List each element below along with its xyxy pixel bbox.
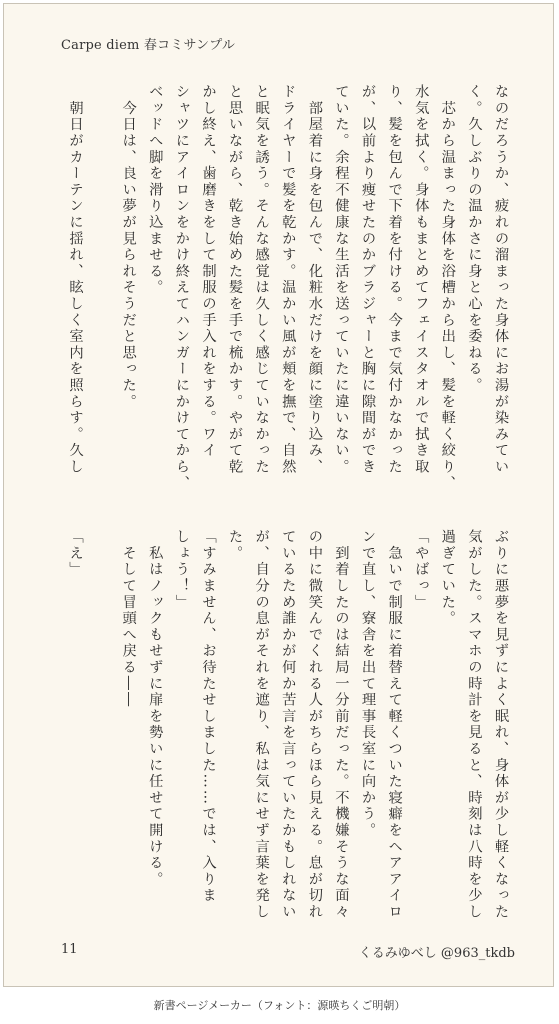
text-column: 「やばっ」 <box>413 529 430 611</box>
author-credit: くるみゆべし @963_tkdb <box>358 946 515 961</box>
text-column: 朝日がカーテンに揺れ、眩しく室内を照らす。久し <box>67 84 84 476</box>
text-column: の中に微笑んでくれる人がちらほら見える。息が切れ <box>306 529 323 921</box>
text-column: 「え」 <box>67 529 84 578</box>
text-column: 過ぎていた。 <box>439 529 456 627</box>
text-column: ているため誰かが何か苦言を言っていたかもしれない <box>280 529 297 921</box>
text-column: しょう！」 <box>173 529 190 611</box>
text-column: が、自分の息がそれを遮り、私は気にせず言葉を発し <box>253 529 270 921</box>
running-header: Carpe diem 春コミサンプル <box>61 38 236 53</box>
page-number: 11 <box>61 942 78 957</box>
text-column: く。久しぶりの温かさに身と心を委ねる。 <box>466 84 483 394</box>
text-column: り、髪を包んで下着を付ける。今まで気付かなかった <box>386 84 403 476</box>
text-column: が、以前より痩せたのかブラジャーと胸に隙間ができ <box>360 84 377 476</box>
text-column: た。 <box>227 529 244 562</box>
text-column <box>89 84 116 504</box>
text-column: なのだろうか、疲れの溜まった身体にお湯が染みてい <box>493 84 509 476</box>
text-column: かし終え、歯磨きをして制服の手入れをする。ワイ <box>200 84 217 459</box>
text-column: 到着したのは結局一分前だった。不機嫌そうな面々 <box>333 529 350 921</box>
text-column: 気がした。スマホの時計を見ると、時刻は八時を少し <box>466 529 483 921</box>
text-column: ドライヤーで髪を乾かす。温かい風が頬を撫で、自然 <box>280 84 297 476</box>
text-column: ていた。余程不健康な生活を送っていたに違いない。 <box>333 84 350 476</box>
text-column: シャツにアイロンをかけ終えてハンガーにかけてから、 <box>173 84 190 492</box>
text-column: 今日は、良い夢が見られそうだと思った。 <box>120 84 137 410</box>
generator-credit: 新書ページメーカー（フォント：源暎ちくご明朝） <box>153 999 406 1012</box>
text-body <box>48 74 514 944</box>
text-column: 急いで制服に着替えて軽くついた寝癖をヘアアイロ <box>386 529 403 921</box>
text-column: ぶりに悪夢を見ずによく眠れ、身体が少し軽くなった <box>493 529 509 921</box>
book-page <box>3 3 554 987</box>
text-column: 「すみません、お待たせしました……では、入りま <box>200 529 217 904</box>
text-column: と眠気を誘う。そんな感覚は久しく感じていなかった <box>253 84 270 476</box>
text-block-top <box>48 84 514 504</box>
text-column: ベッドへ脚を滑り込ませる。 <box>147 84 164 296</box>
text-block-bottom <box>48 529 514 949</box>
text-column: 水気を拭く。身体もまとめてフェイスタオルで拭き取 <box>413 84 430 476</box>
text-column: 部屋着に身を包んで、化粧水だけを顔に塗り込み、 <box>306 84 323 476</box>
text-column <box>89 529 116 949</box>
text-column: ンで直し、寮舎を出て理事長室に向かう。 <box>360 529 377 839</box>
text-column: 私はノックもせずに扉を勢いに任せて開ける。 <box>147 529 164 888</box>
text-column: と思いながら、乾き始めた髪を手で梳かす。やがて乾 <box>227 84 244 476</box>
text-column: そして冒頭へ戻る―― <box>120 529 137 709</box>
text-column: 芯から温まった身体を浴槽から出し、髪を軽く絞り、 <box>439 84 456 492</box>
